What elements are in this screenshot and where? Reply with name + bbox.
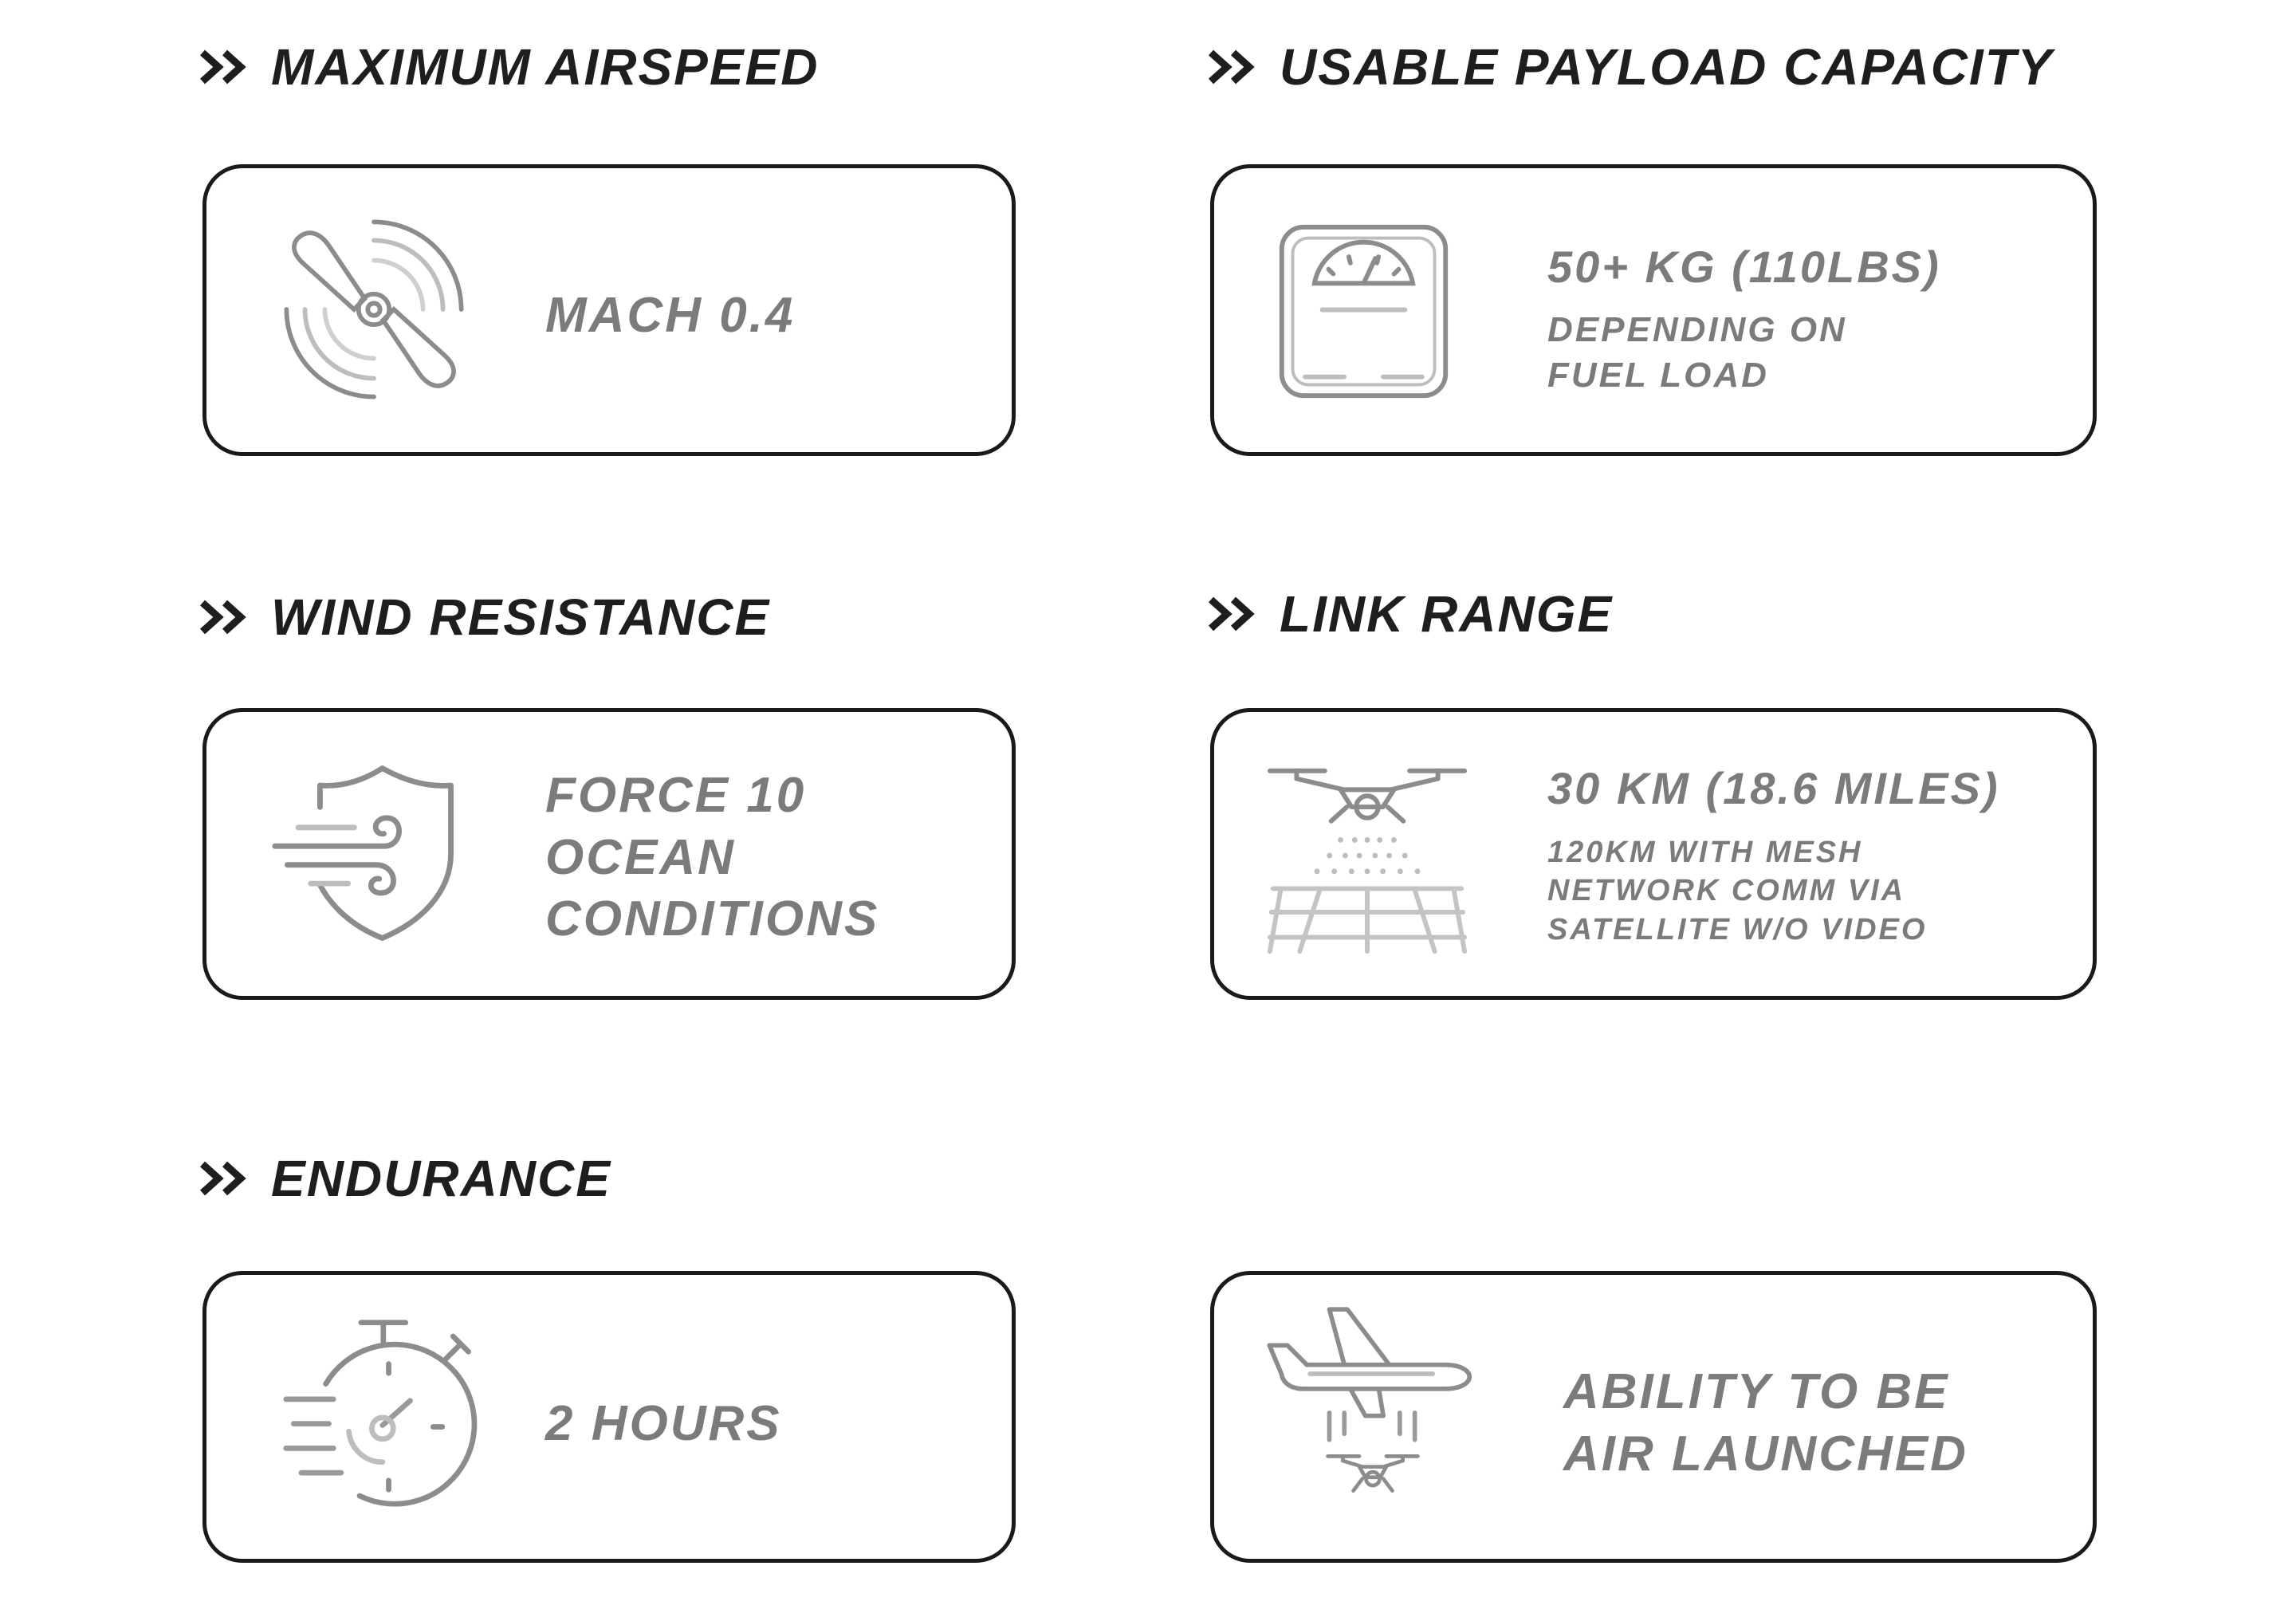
card-link-range — [1210, 708, 2097, 1000]
drone-mapping-icon — [1265, 758, 1469, 962]
link-range-detail-line: 120KM WITH MESH — [1547, 836, 1863, 869]
heading-wind-resistance — [199, 588, 771, 646]
heading-maximum-airspeed — [199, 38, 820, 96]
stopwatch-icon — [280, 1316, 479, 1516]
wind-value — [545, 765, 879, 950]
heading-label: ENDURANCE — [271, 1150, 611, 1207]
wind-value-line: OCEAN — [545, 829, 736, 885]
heading-label: WIND RESISTANCE — [271, 588, 771, 646]
card-maximum-airspeed — [202, 164, 1016, 456]
heading-label: USABLE PAYLOAD CAPACITY — [1280, 38, 2054, 96]
heading-link-range — [1208, 585, 1614, 643]
double-chevron-icon — [1208, 48, 1259, 86]
heading-label: LINK RANGE — [1280, 585, 1614, 643]
air-launch-value-line: AIR LAUNCHED — [1563, 1426, 1968, 1481]
heading-label: MAXIMUM AIRSPEED — [271, 38, 820, 96]
air-launch-value — [1563, 1361, 1968, 1485]
heading-endurance — [199, 1150, 611, 1207]
link-range-detail-line: NETWORK COMM VIA — [1547, 874, 1906, 908]
link-range-value: 30 KM (18.6 MILES) — [1547, 763, 2000, 813]
double-chevron-icon — [199, 598, 250, 636]
double-chevron-icon — [199, 48, 250, 86]
air-launch-icon — [1260, 1299, 1485, 1524]
endurance-value: 2 HOURS — [545, 1396, 782, 1451]
double-chevron-icon — [199, 1159, 250, 1198]
wind-value-line: CONDITIONS — [545, 891, 880, 946]
airspeed-value: MACH 0.4 — [545, 288, 796, 343]
wind-value-line: FORCE 10 — [545, 768, 807, 823]
card-endurance — [202, 1271, 1016, 1563]
card-wind-resistance — [202, 708, 1016, 1000]
card-air-launch — [1210, 1271, 2097, 1563]
link-range-detail-line: SATELLITE W/O VIDEO — [1547, 912, 1928, 946]
payload-value: 50+ KG (110LBS) — [1547, 242, 1941, 292]
propeller-icon — [274, 210, 474, 409]
payload-detail-line: FUEL LOAD — [1547, 356, 1769, 395]
wind-shield-icon — [267, 760, 470, 948]
link-range-detail — [1547, 833, 1927, 949]
heading-usable-payload-capacity — [1208, 38, 2054, 96]
scale-icon — [1274, 222, 1453, 402]
card-usable-payload-capacity — [1210, 164, 2097, 456]
air-launch-value-line: ABILITY TO BE — [1563, 1364, 1950, 1419]
double-chevron-icon — [1208, 595, 1259, 633]
payload-detail — [1547, 307, 1847, 398]
payload-detail-line: DEPENDING ON — [1547, 310, 1847, 349]
